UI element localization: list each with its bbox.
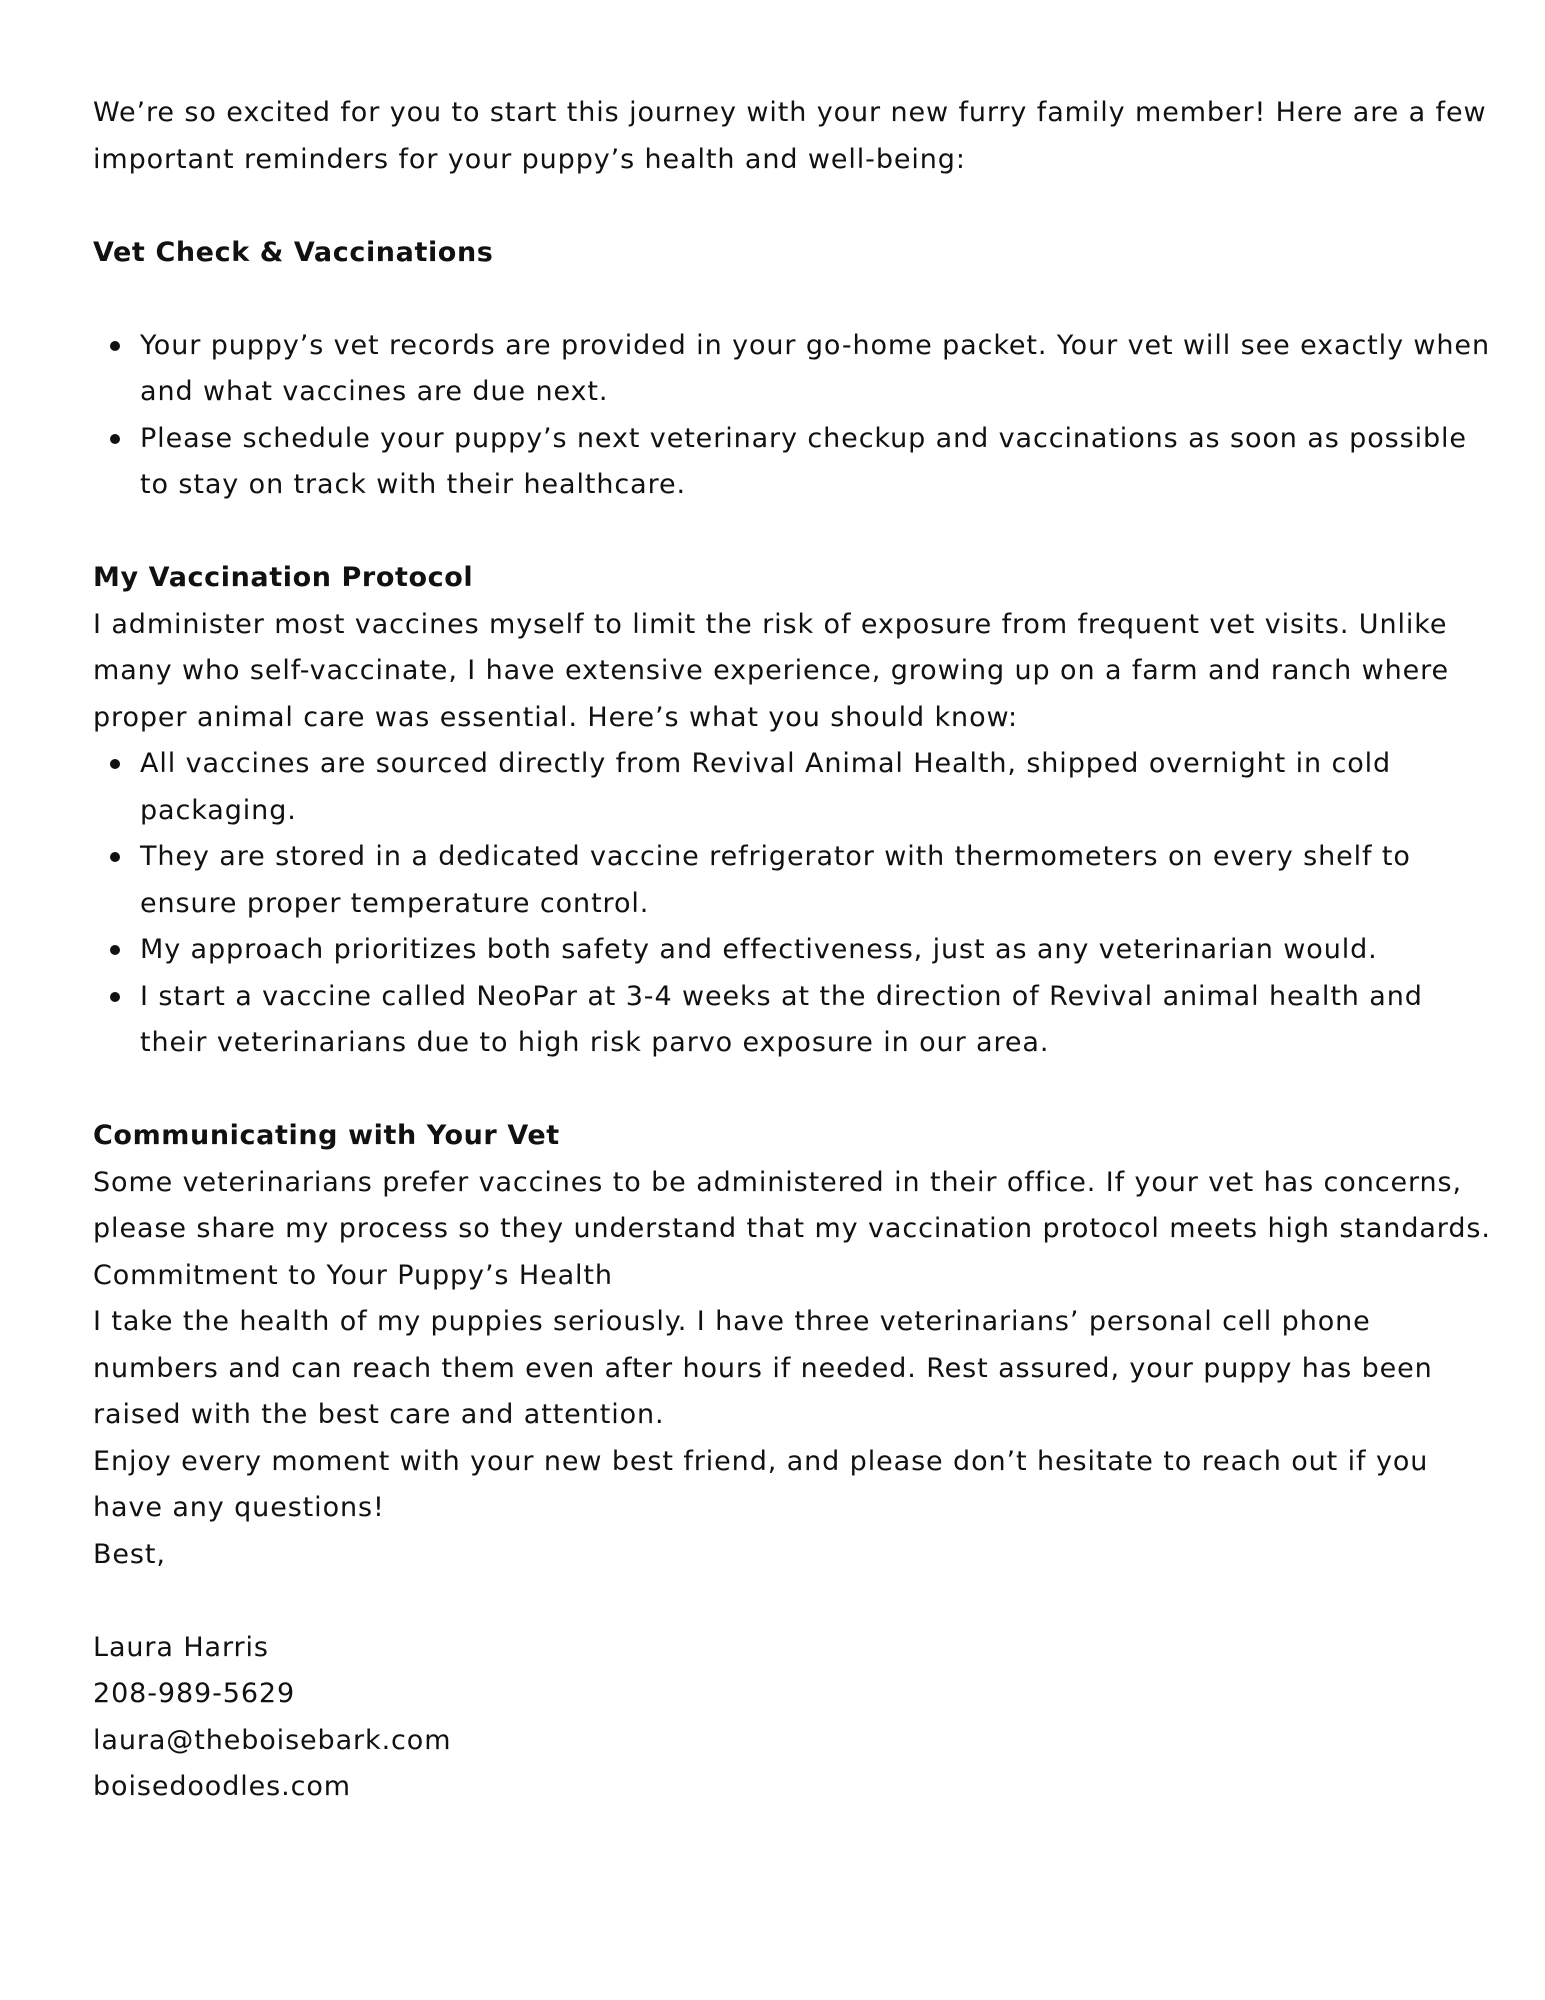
list-item: Your puppy’s vet records are provided in your go-home packet. Your vet will see exactly when and what vaccines are due next.: [93, 323, 1493, 416]
vet-check-heading: Vet Check & Vaccinations: [93, 236, 494, 268]
intro-paragraph: We’re so excited for you to start this journey with your new furry family member! Here are a few important reminders for your puppy’s health and well-being:: [93, 97, 1487, 175]
communicating-paragraph: Some veterinarians prefer vaccines to be administered in their office. If your vet has concerns, please share my process so they understand that my vaccination protocol meets high standards.: [93, 1166, 1491, 1244]
list-item: All vaccines are sourced directly from Revival Animal Health, shipped overnight in cold packaging.: [93, 741, 1493, 834]
vet-check-list: [93, 323, 1493, 509]
letter-page: [93, 90, 1493, 1811]
commitment-heading: Commitment to Your Puppy’s Health: [93, 1259, 613, 1291]
signature-website: boisedoodles.com: [93, 1771, 351, 1802]
spacer: [93, 1067, 1493, 1114]
protocol-list: [93, 741, 1493, 1067]
spacer: [93, 1578, 1493, 1625]
list-item: I start a vaccine called NeoPar at 3-4 weeks at the direction of Revival animal health and their veterinarians due to high risk parvo exposure in our area.: [93, 974, 1493, 1067]
spacer: [93, 276, 1493, 323]
list-item: They are stored in a dedicated vaccine refrigerator with thermometers on every shelf to ensure proper temperature control.: [93, 834, 1493, 927]
protocol-heading: My Vaccination Protocol: [93, 562, 474, 593]
signature-name: Laura Harris: [93, 1631, 269, 1663]
protocol-paragraph: I administer most vaccines myself to limit the risk of exposure from frequent vet visits. Unlike many who self-vaccinate, I have extensive experience, growing up on a farm and ranch where proper animal care was essential. Here’s what you should know:: [93, 608, 1450, 733]
spacer: [93, 509, 1493, 556]
list-item: My approach prioritizes both safety and effectiveness, just as any veterinarian would.: [93, 927, 1493, 974]
commitment-paragraph: I take the health of my puppies seriously. I have three veterinarians’ personal cell phone numbers and can reach them even after hours if needed. Rest assured, your puppy has been raised with the best care and attention.: [93, 1306, 1433, 1430]
spacer: [93, 183, 1493, 230]
signoff: Best,: [93, 1538, 166, 1570]
list-item: Please schedule your puppy’s next veterinary checkup and vaccinations as soon as possible to stay on track with their healthcare.: [93, 416, 1493, 509]
signature-email: laura@theboisebark.com: [93, 1724, 452, 1756]
closing-paragraph: Enjoy every moment with your new best friend, and please don’t hesitate to reach out if you have any questions!: [93, 1445, 1429, 1523]
communicating-heading: Communicating with Your Vet: [93, 1120, 560, 1151]
signature-phone: 208-989-5629: [93, 1678, 296, 1709]
